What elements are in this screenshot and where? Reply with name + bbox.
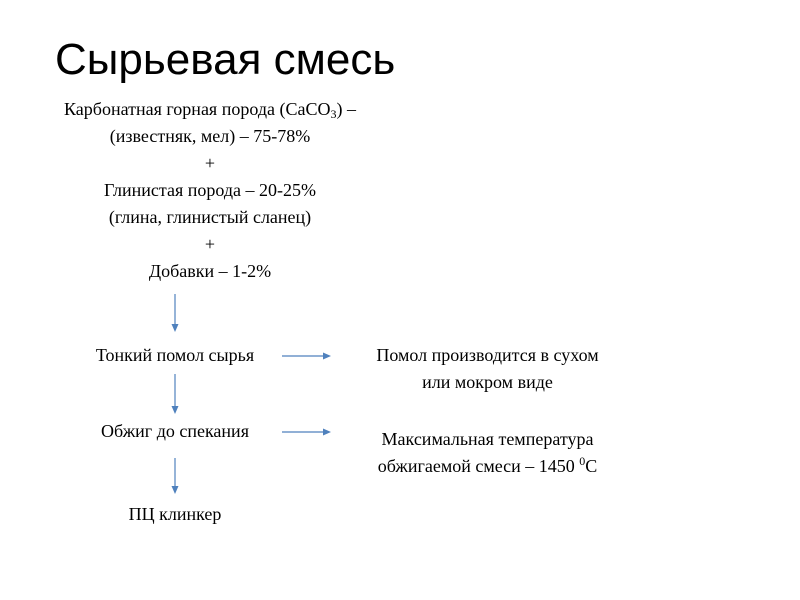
- step-clinker: ПЦ клинкер: [128, 504, 222, 524]
- firing-note-line-1: Максимальная температура: [381, 429, 594, 449]
- carbonate-prefix: Карбонатная горная порода (CaCO: [64, 99, 331, 119]
- firing-note-suffix: С: [585, 456, 598, 476]
- grinding-note-line-2: или мокром виде: [422, 372, 553, 392]
- plus-sign-2: +: [204, 234, 216, 254]
- grinding-note-line-1: Помол производится в сухом: [376, 345, 599, 365]
- arrow-down-1-head: [172, 324, 179, 332]
- arrow-right-1: [282, 353, 331, 360]
- step-firing: Обжиг до спекания: [101, 421, 249, 441]
- carbonate-suffix: ) –: [336, 99, 356, 119]
- plus-sign-1: +: [204, 153, 216, 173]
- arrow-down-3: [172, 458, 179, 494]
- slide-title: Сырьевая смесь: [55, 35, 396, 84]
- additives-line: Добавки – 1-2%: [148, 261, 272, 281]
- firing-note-prefix: обжигаемой смеси – 1450: [377, 456, 580, 476]
- carbonate-examples-line: (известняк, мел) – 75-78%: [109, 126, 311, 146]
- arrow-right-2-head: [323, 429, 331, 436]
- carbonate-subscript: 3: [330, 107, 337, 121]
- arrow-down-1: [172, 294, 179, 332]
- arrow-down-2: [172, 374, 179, 414]
- clay-examples-line: (глина, глинистый сланец): [108, 207, 312, 227]
- arrow-down-3-head: [172, 486, 179, 494]
- step-grinding: Тонкий помол сырья: [95, 345, 255, 365]
- arrow-down-2-head: [172, 406, 179, 414]
- clay-rock-line: Глинистая порода – 20-25%: [103, 180, 317, 200]
- arrow-right-2: [282, 429, 331, 436]
- degree-superscript: 0: [579, 454, 586, 468]
- arrow-right-1-head: [323, 353, 331, 360]
